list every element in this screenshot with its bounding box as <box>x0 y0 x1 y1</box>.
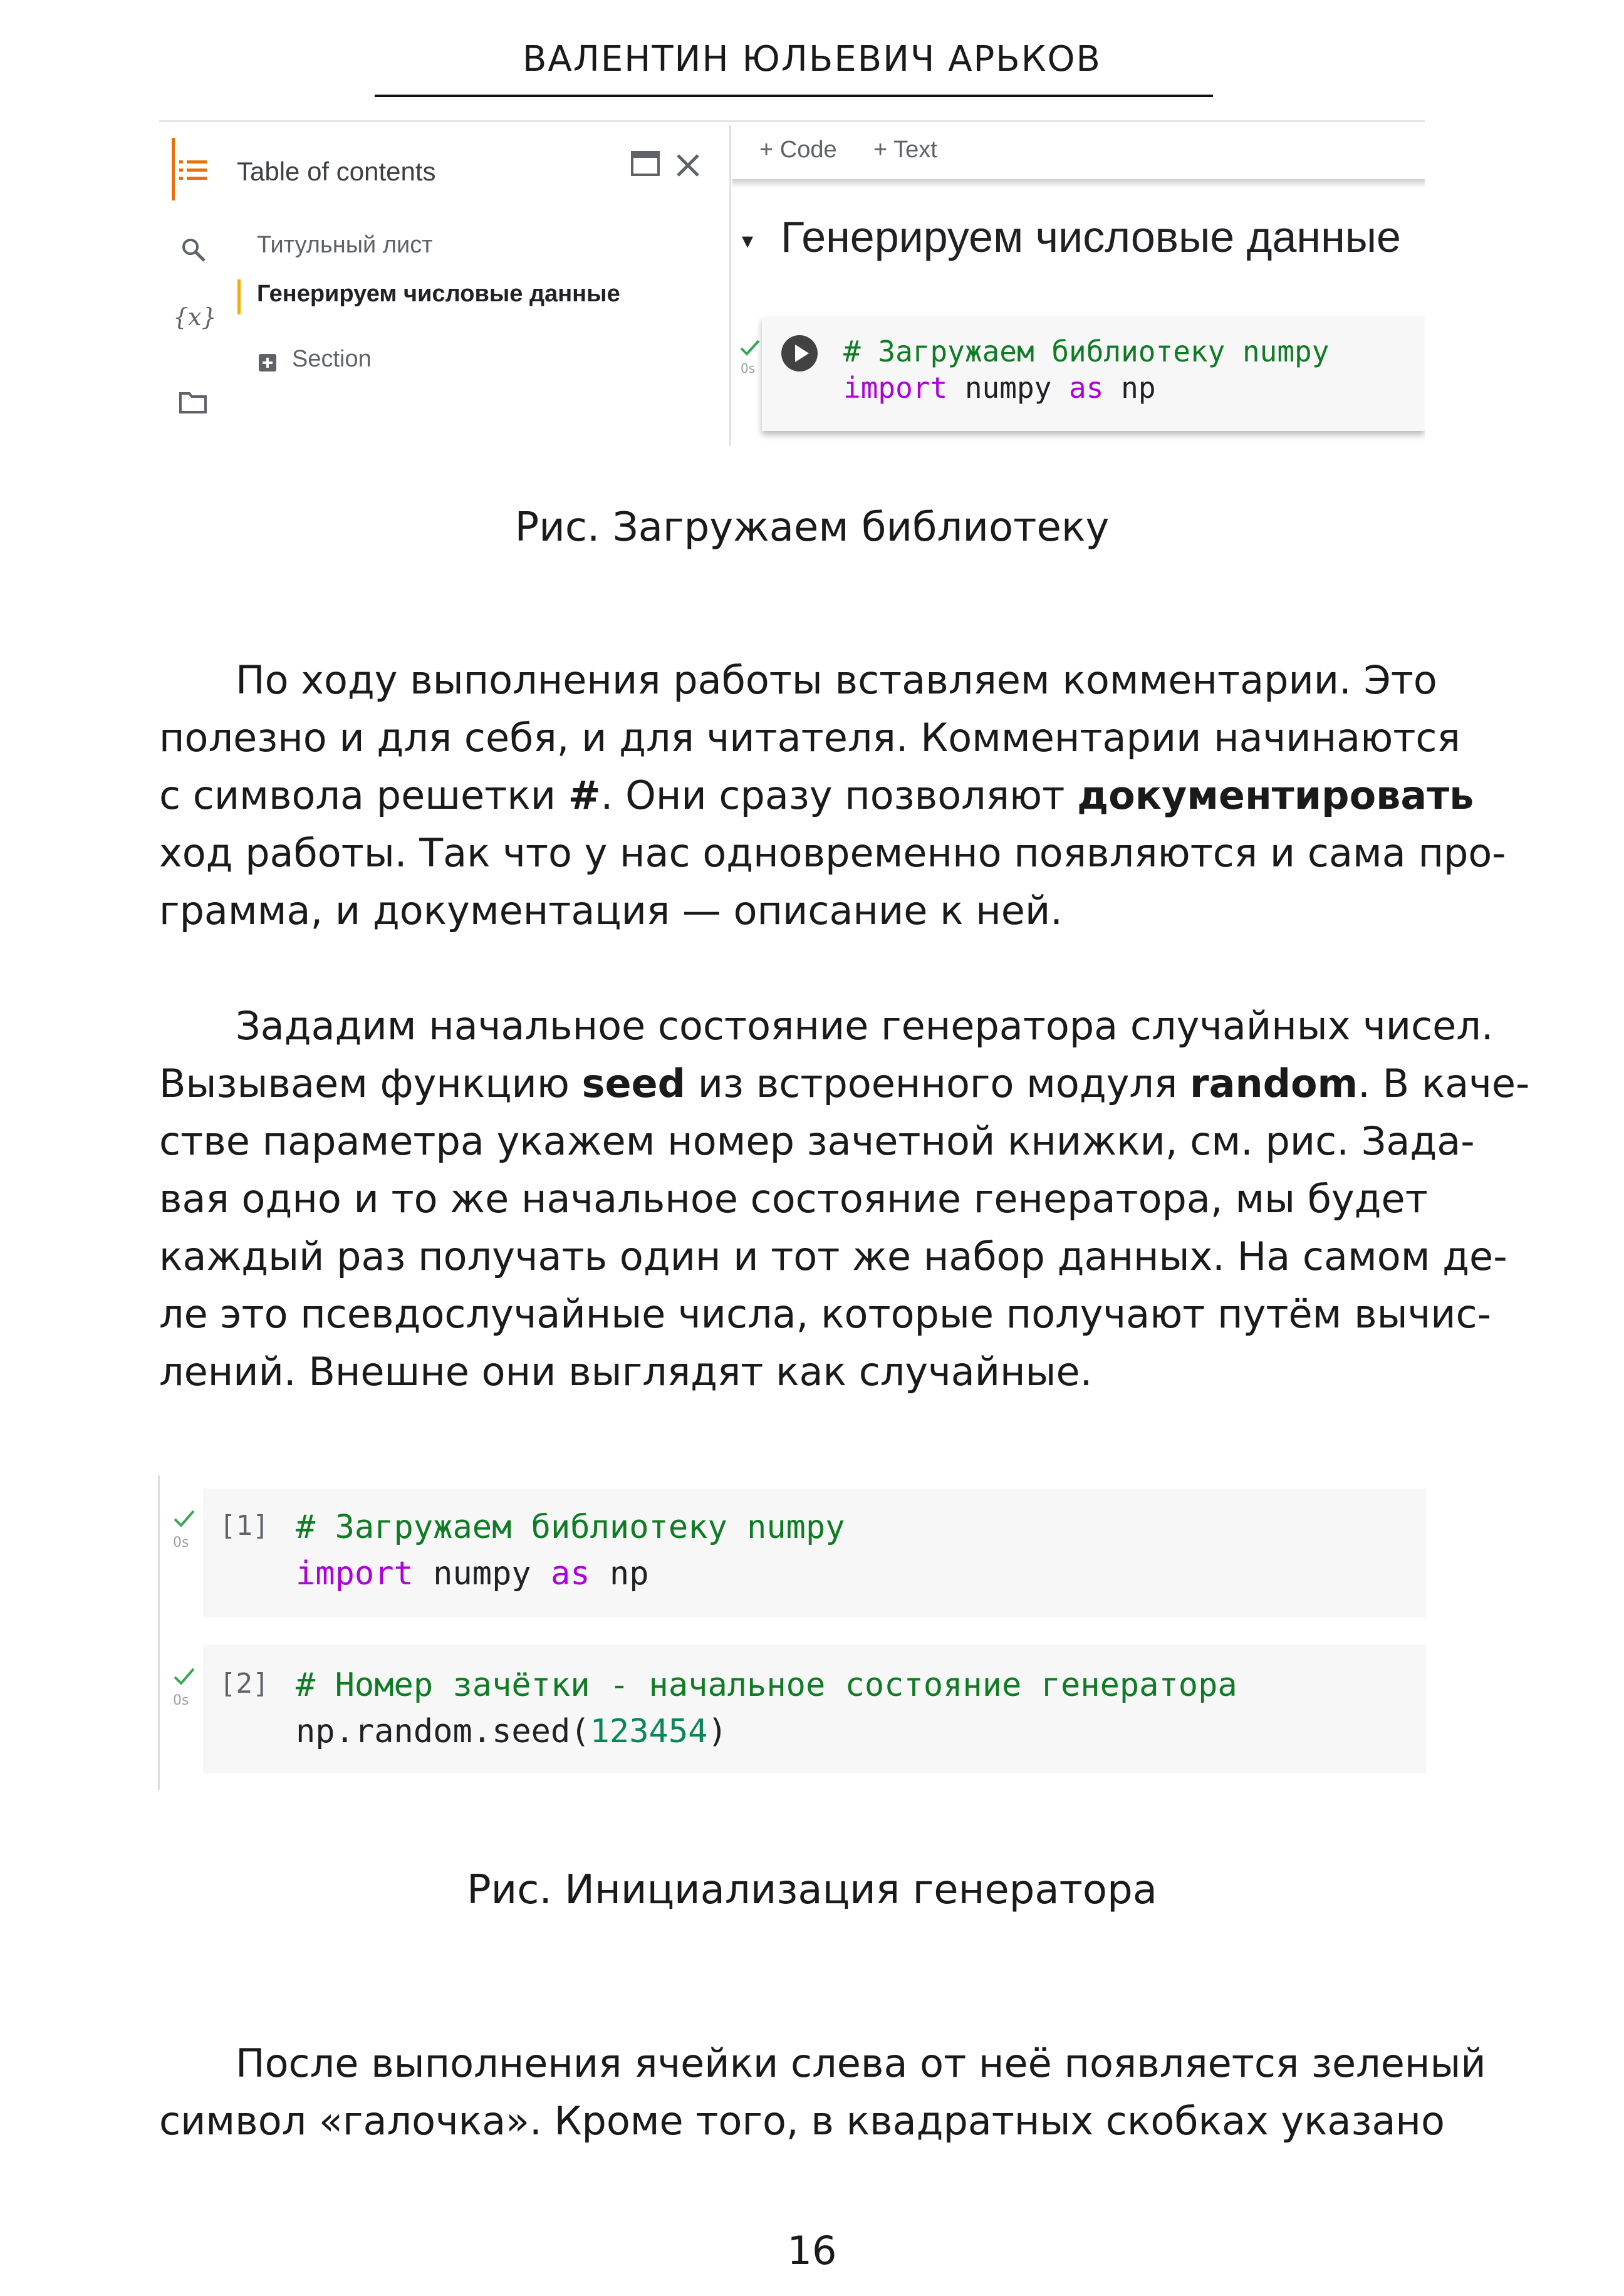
collapse-caret-icon[interactable]: ▾ <box>742 228 754 254</box>
figure-caption-1: Рис. Загружаем библиотеку <box>514 504 1110 551</box>
panel-divider <box>729 125 731 446</box>
keyword-as: as <box>551 1555 590 1592</box>
execution-count: [2] <box>219 1668 269 1700</box>
text-line: полезно и для себя, и для читателя. Комментарии начинаются <box>159 715 1460 761</box>
toc-list-icon[interactable] <box>178 158 209 183</box>
page-number: 16 <box>787 2228 837 2273</box>
text-line: стве параметра укажем номер зачетной книжки, см. рис. Зада- <box>159 1118 1475 1164</box>
cell-exec-time: 0s <box>173 1693 189 1708</box>
bold-seed: seed <box>581 1061 686 1106</box>
code-line-comment: # Номер зачётки - начальное состояние генератора <box>296 1666 1237 1704</box>
module-name: numpy <box>413 1555 551 1592</box>
toolbar-shadow <box>732 179 1425 188</box>
screenshot-top-border <box>159 120 1425 122</box>
code-line-import <box>296 1555 649 1592</box>
keyword-import: import <box>296 1555 414 1592</box>
notebook-section-heading: Генерируем числовые данные <box>781 212 1401 261</box>
text-line: грамма, и документация — описание к ней. <box>159 888 1063 933</box>
text-line: ход работы. Так что у нас одновременно появляются и сама про- <box>159 830 1506 876</box>
code-line-seed <box>296 1713 727 1750</box>
text-line: Зададим начальное состояние генератора случайных чисел. <box>236 1003 1494 1049</box>
toc-title: Table of contents <box>237 157 436 186</box>
toc-item-title-page[interactable]: Титульный лист <box>257 232 433 258</box>
cell-exec-time: 0s <box>173 1535 189 1551</box>
variables-icon[interactable]: {x} <box>173 303 217 331</box>
cell-exec-time: 0s <box>741 361 756 376</box>
text-line: По ходу выполнения работы вставляем комментарии. Это <box>236 657 1437 703</box>
bold-hash: # <box>568 772 601 818</box>
seed-argument: 123454 <box>590 1713 708 1750</box>
module-alias: np <box>1103 371 1156 405</box>
keyword-import: import <box>843 371 948 405</box>
folder-icon[interactable] <box>178 388 208 416</box>
text-line: каждый раз получать один и тот же набор данных. На самом де- <box>159 1234 1507 1279</box>
text-run: с символа решетки <box>159 772 568 818</box>
code-line-import <box>843 371 1156 405</box>
check-icon <box>739 338 761 357</box>
figure2-left-border <box>158 1475 160 1790</box>
toc-active-item-marker <box>237 279 241 314</box>
bold-document: документировать <box>1077 772 1474 818</box>
bold-random: random <box>1190 1061 1358 1106</box>
header-rule <box>375 95 1213 97</box>
run-cell-icon[interactable] <box>779 333 820 373</box>
code-line-comment: # Загружаем библиотеку numpy <box>843 335 1330 368</box>
add-code-button[interactable]: + Code <box>759 137 837 163</box>
closing-paren: ) <box>707 1713 727 1750</box>
code-cell-1[interactable] <box>203 1488 1426 1618</box>
text-run: . Они сразу позволяют <box>600 772 1078 818</box>
close-icon[interactable] <box>673 150 703 180</box>
text-line <box>159 1055 1530 1113</box>
text-run: Вызываем функцию <box>159 1061 582 1106</box>
text-line: лений. Внешне они выглядят как случайные. <box>159 1349 1093 1395</box>
module-name: numpy <box>947 371 1070 405</box>
text-line <box>159 767 1474 824</box>
check-icon <box>173 1666 195 1686</box>
toc-item-generate-data[interactable]: Генерируем числовые данные <box>257 281 620 307</box>
text-run: из встроенного модуля <box>685 1061 1190 1106</box>
add-text-button[interactable]: + Text <box>873 137 937 163</box>
figure-colab-toc <box>159 120 1425 446</box>
add-section-icon[interactable] <box>258 353 277 372</box>
execution-count: [1] <box>219 1510 269 1542</box>
paragraph-seed <box>159 997 1530 1401</box>
code-line-comment: # Загружаем библиотеку numpy <box>296 1509 845 1546</box>
code-cell-2[interactable] <box>203 1644 1426 1774</box>
paragraph-after-run <box>159 2035 1486 2150</box>
toc-active-rail-marker <box>172 138 175 200</box>
search-icon[interactable] <box>179 236 208 264</box>
keyword-as: as <box>1069 371 1104 405</box>
paragraph-comments <box>159 652 1506 940</box>
check-icon <box>173 1509 195 1529</box>
figure-caption-2: Рис. Инициализация генератора <box>467 1867 1157 1913</box>
toc-item-section[interactable]: Section <box>292 346 372 372</box>
text-line: символ «галочка». Кроме того, в квадратных скобках указано <box>159 2098 1445 2144</box>
module-alias: np <box>590 1555 649 1592</box>
open-in-window-icon[interactable] <box>630 149 662 178</box>
seed-call: np.random.seed( <box>296 1713 590 1750</box>
text-line: вая одно и то же начальное состояние генератора, мы будет <box>159 1176 1428 1222</box>
running-header-author: ВАЛЕНТИН ЮЛЬЕВИЧ АРЬКОВ <box>523 39 1101 80</box>
text-run: . В каче- <box>1358 1061 1530 1106</box>
text-line: После выполнения ячейки слева от неё появляется зеленый <box>236 2040 1486 2086</box>
text-line: ле это псевдослучайные числа, которые получают путём вычис- <box>159 1291 1491 1337</box>
